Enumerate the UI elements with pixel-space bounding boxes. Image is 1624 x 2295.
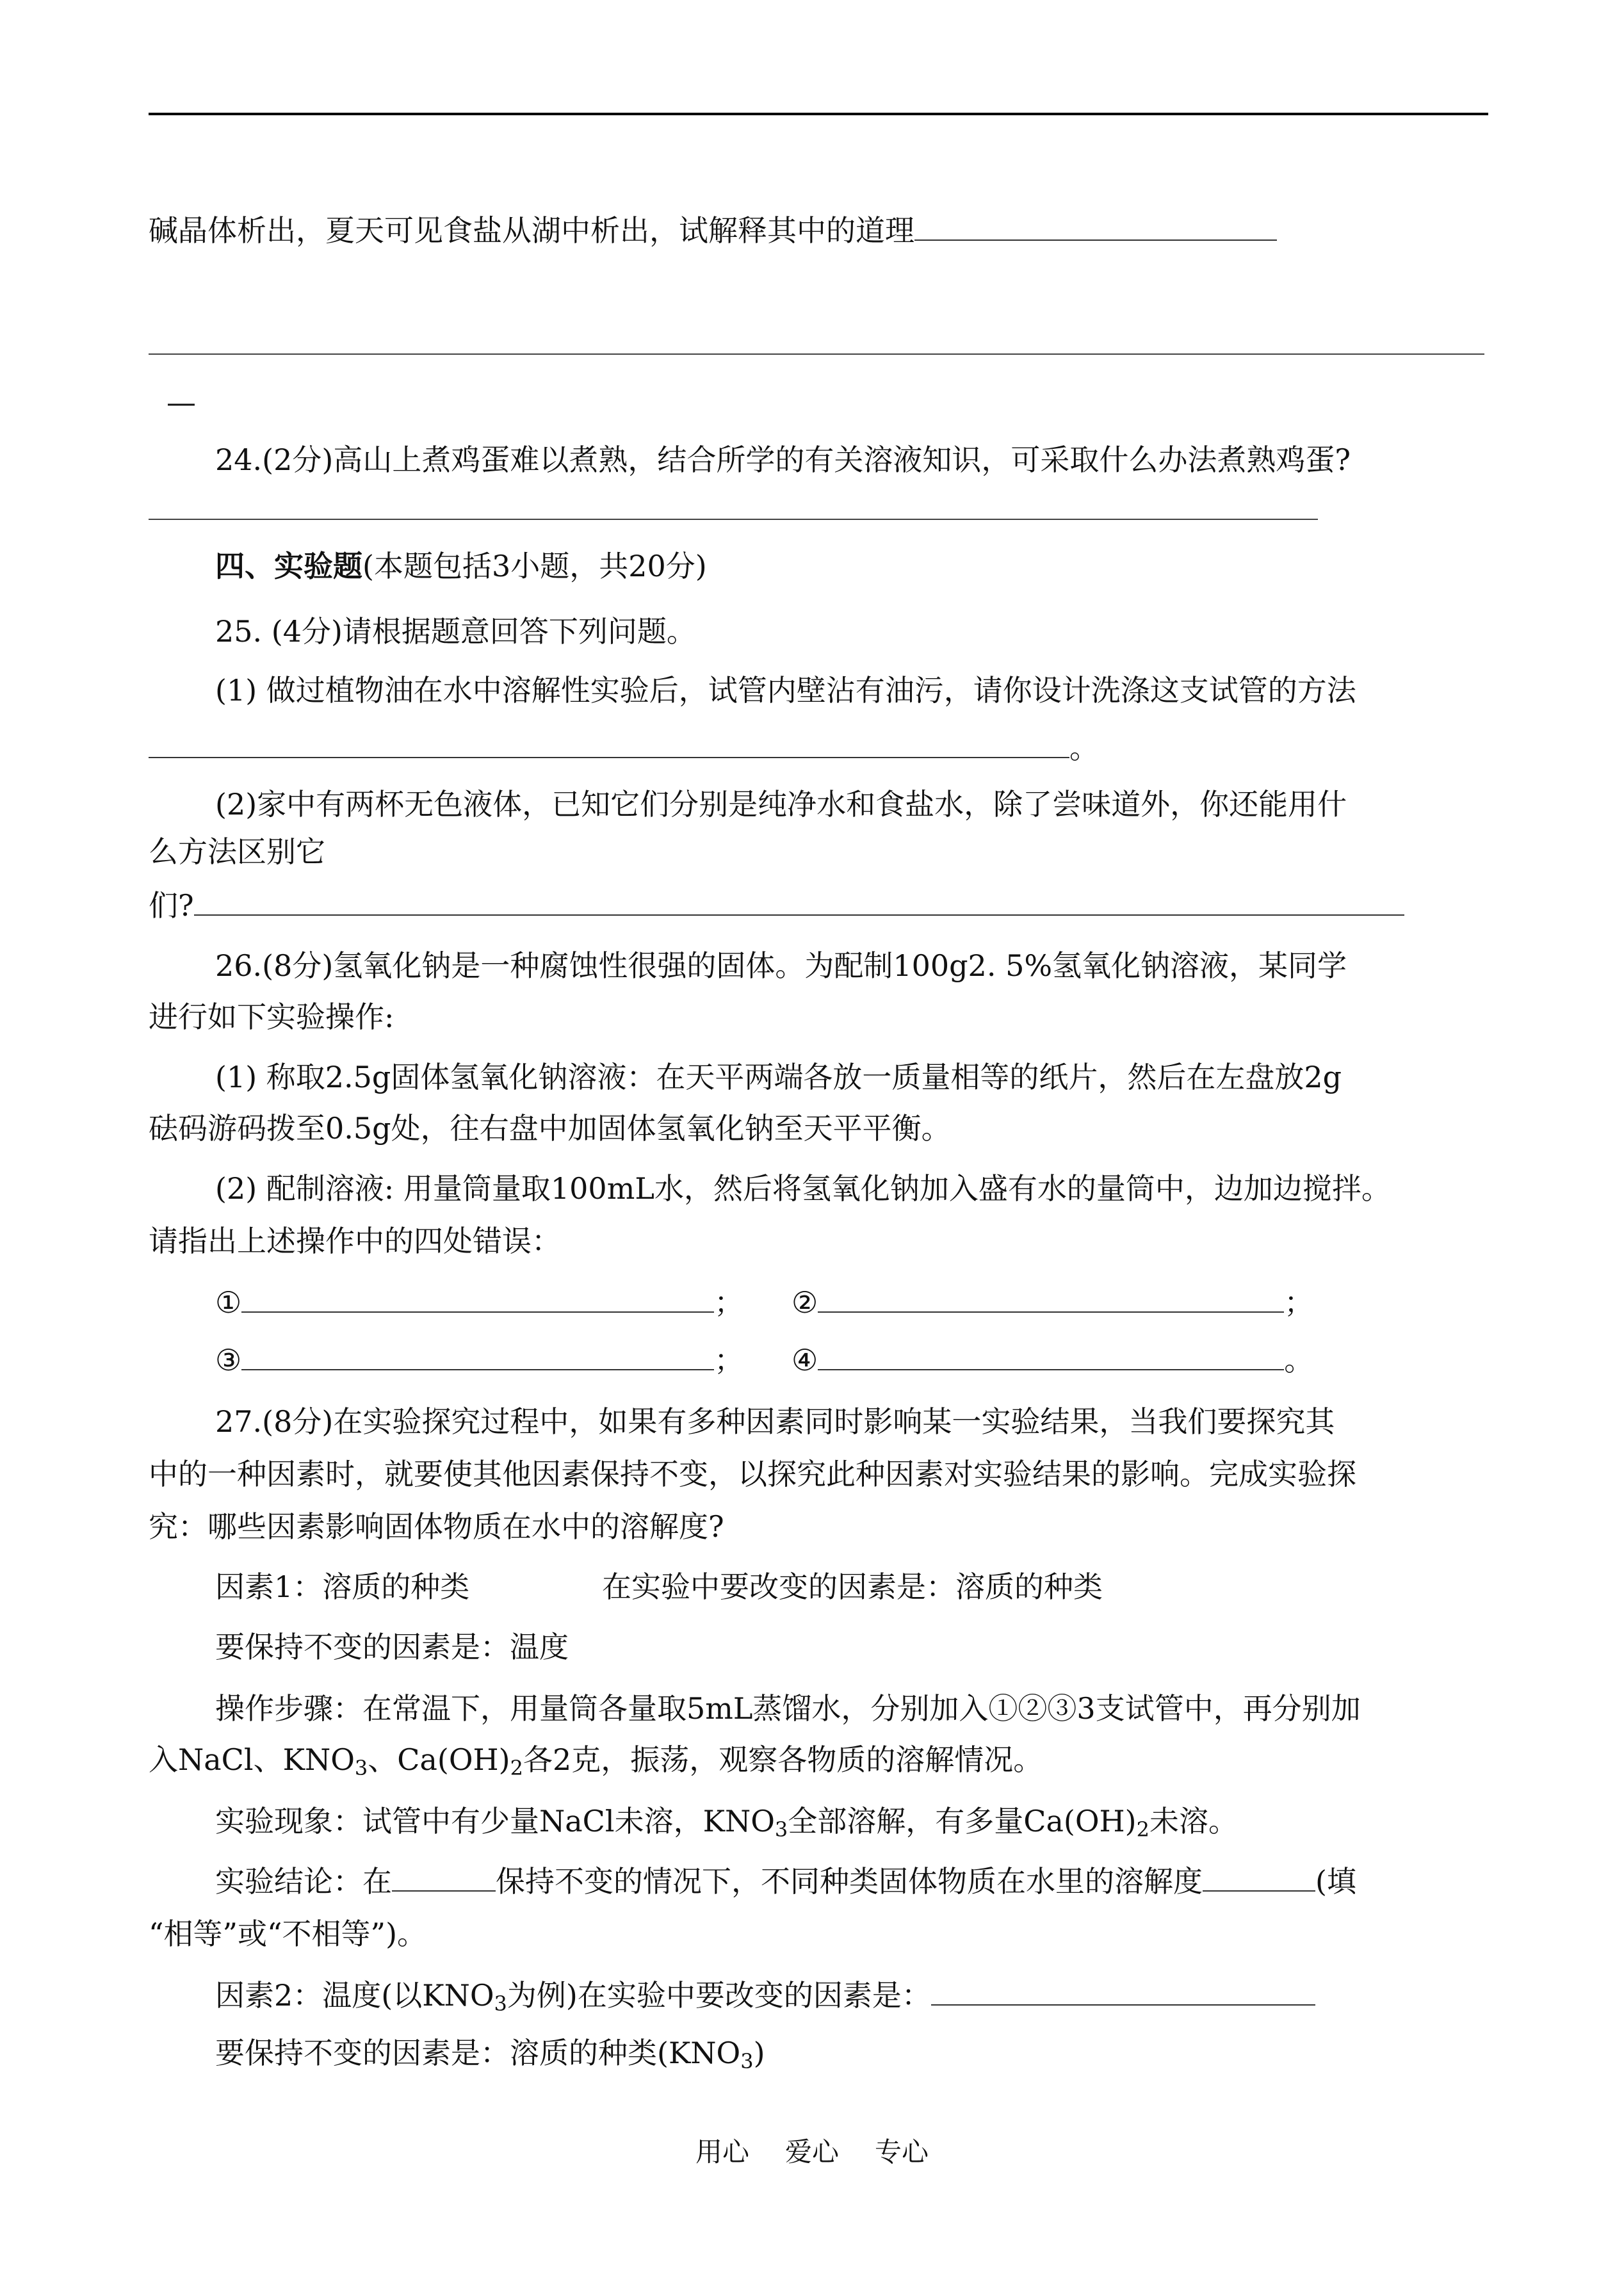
answer-blank-error-2[interactable] [818, 1286, 1284, 1313]
factor-1: 因素1：溶质的种类 [215, 1569, 470, 1604]
question-25: 25. (4分)请根据题意回答下列问题。 [215, 614, 696, 649]
question-26-1-a: (1) 称取2.5g固体氢氧化钠溶液：在天平两端各放一质量相等的纸片，然后在左盘放2g [215, 1060, 1342, 1094]
question-27-b: 中的一种因素时，就要使其他因素保持不变，以探究此种因素对实验结果的影响。完成实验探 [149, 1457, 1356, 1491]
question-25-2-b: 么方法区别它 [149, 834, 325, 869]
steps-b: 入NaCl、$KNO_3$、$Ca(OH)_2$各2克，振荡，观察各物质的溶解情况。 [149, 1742, 1043, 1780]
error-2: ② ； [792, 1285, 1314, 1320]
answer-line-23-tail: — [166, 385, 196, 419]
answer-blank-error-3[interactable] [241, 1343, 714, 1370]
answer-line-23[interactable] [149, 353, 1484, 355]
question-27-c: 究：哪些因素影响固体物质在水中的溶解度? [149, 1509, 724, 1544]
section-note: (本题包括3小题，共20分) [362, 549, 707, 583]
question-26-a: 26.(8分)氢氧化钠是一种腐蚀性很强的固体。为配制100g2. 5%氢氧化钠溶液，某同学 [215, 948, 1347, 983]
answer-blank-factor-2[interactable] [931, 1979, 1315, 2006]
answer-blank-25-1[interactable] [149, 731, 1069, 758]
question-26-1-b: 砝码游码拨至0.5g处，往右盘中加固体氢氧化钠至天平平衡。 [149, 1111, 951, 1146]
answer-blank-error-4[interactable] [818, 1343, 1284, 1370]
factor-2-keep: 要保持不变的因素是：溶质的种类$(KNO_3)$ [215, 2036, 765, 2073]
section-4-heading [215, 548, 707, 584]
header-rule [149, 113, 1488, 115]
answer-25-1: 。 [149, 730, 1099, 766]
answer-line-24[interactable] [149, 519, 1318, 520]
answer-blank-23[interactable] [914, 214, 1277, 241]
question-26-b: 进行如下实验操作: [149, 1000, 394, 1034]
answer-blank-conclusion-1[interactable] [392, 1865, 496, 1892]
answer-blank-conclusion-2[interactable] [1203, 1865, 1315, 1892]
steps-a: 操作步骤：在常温下，用量筒各量取5mL蒸馏水，分别加入①②③3支试管中，再分别加 [215, 1691, 1361, 1726]
section-title: 四、实验题 [215, 549, 362, 583]
answer-blank-error-1[interactable] [241, 1286, 714, 1313]
question-25-1: (1) 做过植物油在水中溶解性实验后，试管内壁沾有油污，请你设计洗涤这支试管的方法 [215, 673, 1356, 708]
factor-1-change: 在实验中要改变的因素是：溶质的种类 [602, 1569, 1103, 1604]
question-27-a: 27.(8分)在实验探究过程中，如果有多种因素同时影响某一实验结果，当我们要探究其 [215, 1404, 1335, 1439]
footer-text: 用心 [695, 2136, 749, 2168]
error-1: ① ； [215, 1285, 744, 1320]
question-25-2-c: 们? [149, 888, 1404, 923]
footer-text: 爱心 [784, 2136, 839, 2168]
error-4: ④ 。 [792, 1343, 1314, 1377]
question-26-2-b: 请指出上述操作中的四处错误： [149, 1224, 561, 1258]
question-26-2-a: (2) 配制溶液: 用量筒量取100mL水，然后将氢氧化钠加入盛有水的量筒中，边加边搅拌。 [215, 1171, 1391, 1206]
conclusion-b: “相等”或“不相等”)。 [149, 1917, 427, 1951]
line-1 [149, 213, 1277, 248]
error-3: ③ ； [215, 1343, 744, 1377]
conclusion-a: 实验结论：在 保持不变的情况下，不同种类固体物质在水里的溶解度 (填 [215, 1864, 1356, 1899]
text-continuation: 碱晶体析出，夏天可见食盐从湖中析出，试解释其中的道理 [149, 213, 914, 248]
page-footer [0, 2131, 1624, 2169]
factor-1-keep: 要保持不变的因素是：温度 [215, 1630, 569, 1664]
answer-blank-25-2[interactable] [194, 889, 1404, 916]
question-25-2-a: (2)家中有两杯无色液体，已知它们分别是纯净水和食盐水，除了尝味道外，你还能用什 [215, 787, 1347, 822]
phenomenon: 实验现象：试管中有少量NaCl未溶，$KNO_3$全部溶解，有多量$Ca(OH)_2$未溶。 [215, 1804, 1238, 1842]
footer-text: 专心 [875, 2136, 929, 2168]
question-24: 24.(2分)高山上煮鸡蛋难以煮熟，结合所学的有关溶液知识，可采取什么办法煮熟鸡蛋? [215, 442, 1351, 477]
factor-2: 因素2：温度(以$KNO_3$为例)在实验中要改变的因素是： [215, 1977, 1315, 2013]
